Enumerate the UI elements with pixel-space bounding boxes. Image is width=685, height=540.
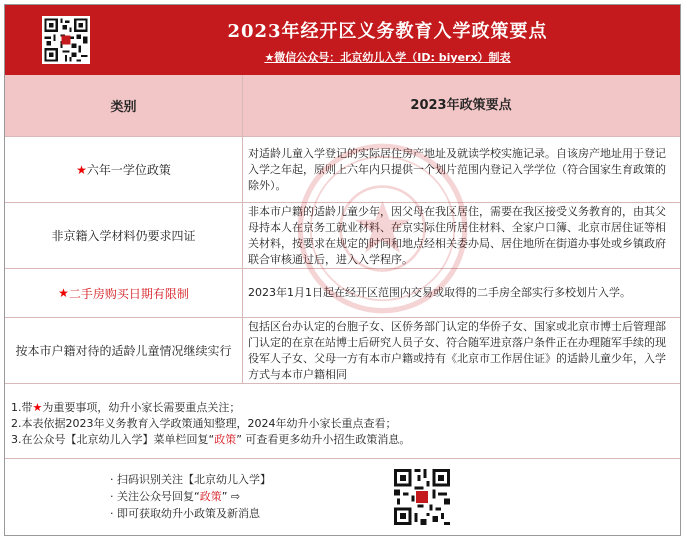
note-3: 3.在公众号【北京幼儿入学】菜单栏回复“政策” 可查看更多幼升小招生政策消息。 [11,433,411,446]
table-row [5,137,680,203]
policy-cell: 非本市户籍的适龄儿童少年，因父母在我区居住，需要在我区接受义务教育的，由其父母持本人在京务工就业材料、在京实际住所居住材料、全家户口簿、北京市居住证等相关材料，按要求在规定的时间和地点经相关委办局、居住地所在街道办事处或乡镇政府联合审核通过后，进入入学程序。 [248,204,666,266]
follow-line-1: · 扫码识别关注【北京幼儿入学】 [110,473,271,486]
category-cell [5,318,243,383]
policy-cell: 包括区台办认定的台胞子女、区侨务部门认定的华侨子女、国家或北京市博士后管理部门认定的在京在站博士后研究人员子女、符合随军进京落户条件正在办理随军手续的现役军人子女、父母一方有本市户籍或持有《北京市工作居住证》的适龄儿童少年，入学方式与本市户籍相同 [248,319,666,381]
qr-code-icon[interactable] [391,466,453,528]
follow-instructions [110,471,271,522]
notes-section [5,394,680,459]
qr-code-icon [42,16,90,64]
category-label: 二手房购买日期有限制 [68,286,189,301]
policy-sheet [4,4,681,536]
header-banner [5,5,680,75]
page-subtitle: ★微信公众号：北京幼儿入学（ID: biyerx）制表 [264,51,511,64]
category-cell [5,137,243,202]
category-cell [5,269,243,317]
column-header-category: 类别 [5,75,243,136]
star-icon: ★ [58,286,69,300]
keyword-policy: 政策 [199,490,222,503]
star-icon: ★ [76,162,87,177]
policy-table [5,75,680,384]
table-header-row [5,75,680,137]
category-label: 六年一学位政策 [86,163,171,177]
category-label: 非京籍入学材料仍要求四证 [51,229,196,243]
category-cell [5,203,243,268]
policy-cell: 对适龄儿童入学登记的实际居住房产地址及就读学校实施记录。自该房产地址用于登记入学之年起，原则上六年内只提供一个划片范围内登记入学学位（符合国家生育政策的除外）。 [248,146,666,192]
follow-line-2: · 关注公众号回复“政策” ⇨ [110,490,241,503]
note-1: 1.带★为重要事项，幼升小家长需要重点关注； [11,401,241,414]
policy-cell: 2023年1月1日起在经开区范围内交易或取得的二手房全部实行多校划片入学。 [248,286,631,299]
page-title: 2023年经开区义务教育入学政策要点 [227,21,548,42]
follow-line-3: · 即可获取幼升小政策及新消息 [110,507,260,520]
table-row [5,269,680,318]
column-header-policy: 2023年政策要点 [410,97,512,113]
note-2: 2.本表依据2023年义务教育入学政策通知整理，2024年幼升小家长重点查看； [11,417,397,430]
table-row [5,203,680,269]
category-label: 按本市户籍对待的适龄儿童情况继续实行 [15,344,232,358]
table-row [5,318,680,384]
star-icon: ★ [32,401,43,414]
keyword-policy: 政策 [214,433,237,446]
follow-section [5,459,680,536]
